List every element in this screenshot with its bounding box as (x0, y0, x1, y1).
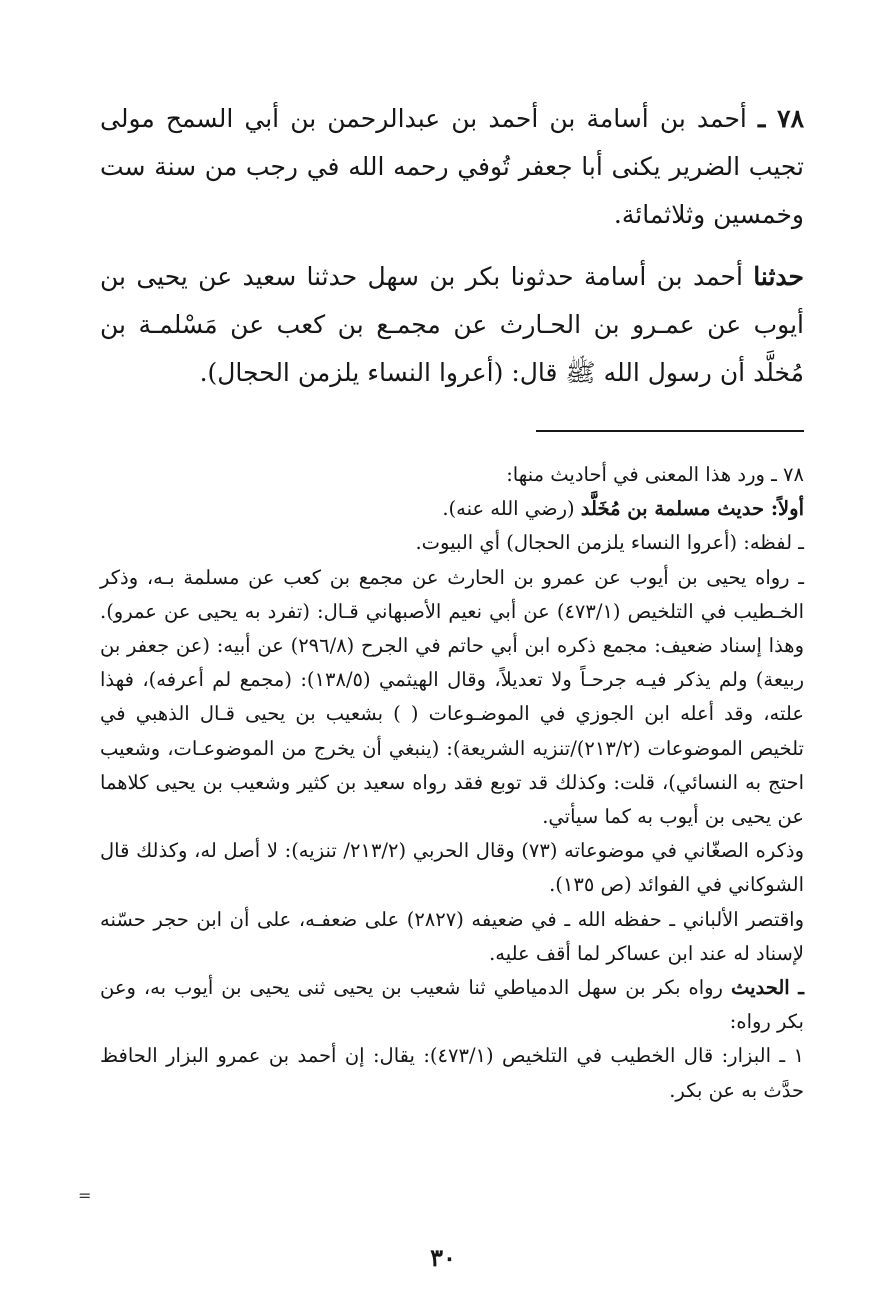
biography-entry (100, 95, 804, 239)
entry-number: ٧٨ ـ (757, 104, 805, 133)
footnote-narration: ـ رواه يحيى بن أيوب عن عمرو بن الحارث عن مجمع بن كعب عن مسلمة بـه، وذكر الخـطيب في التلخيص (٤٧٣/١) عن أبي نعيم الأصبهاني قـال: (تفرد به يحيى عن عمرو). وهذا إسناد ضعيف: مجمع ذكره ابن أبي حاتم في الجرح (٢٩٦/٨) عن أبيه: (عن جعفر بن ربيعة) ولم يذكر فيـه جرحـاً ولا تعديلاً، وقال الهيثمي (١٣٨/٥): (مجمع لم أعرفه)، فهذا علته، وقد أعله ابن الجوزي في الموضـوعات ( ) بشعيب بن يحيى قـال الذهبي في تلخيص الموضوعات (٢١٣/٢)/تنزيه الشريعة): (ينبغي أن يخرج من الموضوعـات، وشعيب احتج به النسائي)، قلت: وكذلك قد توبع فقد رواه سعيد بن كثير وشعيب بن يحيى كلاهما عن يحيى بن أيوب به كما سيأتي. (100, 565, 805, 829)
main-text (100, 95, 804, 397)
footnote-intro: ٧٨ ـ ورد هذا المعنى في أحاديث منها: (506, 463, 804, 486)
footnote-wording: ـ لفظه: (أعروا النساء يلزمن الحجال) أي البيوت. (415, 531, 804, 555)
footnote-bazzar: ١ ـ البزار: قال الخطيب في التلخيص (٤٧٣/١): يقال: إن أحمد بن عمرو البزار الحافظ حدَّث به عن بكر. (100, 1044, 804, 1102)
footnote-hadith-chain (100, 971, 804, 1039)
hadith-text: أحمد بن أسامة حدثونا بكر بن سهل حدثنا سعيد عن يحيى بن أيوب عن عمـرو بن الحـارث عن مجمـع بن كعب عن مَسْلمـة بن مُخلَّد أن رسول الله ﷺ قال: (أعروا النساء يلزمن الحجال). (100, 262, 804, 387)
hadith-paragraph (100, 253, 804, 397)
biography-text: أحمد بن أسامة بن أحمد بن عبدالرحمن بن أبي السمح مولى تجيب الضرير يكنى أبا جعفر تُوفي رحمه الله في رجب من سنة ست وخمسين وثلاثمائة. (100, 104, 804, 229)
first-hadith-note: (رضي الله عنه). (442, 497, 581, 521)
margin-mark: = (78, 1186, 92, 1205)
footnote-hadith-lead: ـ الحديث (730, 976, 804, 1000)
footnotes (100, 458, 804, 1108)
page-number: ٣٠ (430, 1243, 456, 1272)
footnote-separator (536, 430, 804, 432)
footnote-saghani: وذكره الصغّاني في موضوعاته (٧٣) وقال الحربي (٢١٣/٢/ تنزيه): لا أصل له، وكذلك قال الشوكاني في الفوائد (ص ١٣٥). (100, 839, 804, 897)
first-hadith-title: أولاً: حديث مسلمة بن مُخَلَّد (580, 497, 804, 521)
footnote-hadith-rest: رواه بكر بن سهل الدمياطي ثنا شعيب بن يحيى ثنى يحيى بن أيوب به، وعن بكر رواه: (100, 976, 804, 1034)
footnote-first-hadith (100, 492, 804, 526)
footnote-albani: واقتصر الألباني ـ حفظه الله ـ في ضعيفه (٢٨٢٧) على ضعفـه، على أن ابن حجر حسّنه لإسناد له عند ابن عساكر لما أقف عليه. (100, 907, 805, 965)
hadith-lead: حدثنا (753, 262, 804, 291)
